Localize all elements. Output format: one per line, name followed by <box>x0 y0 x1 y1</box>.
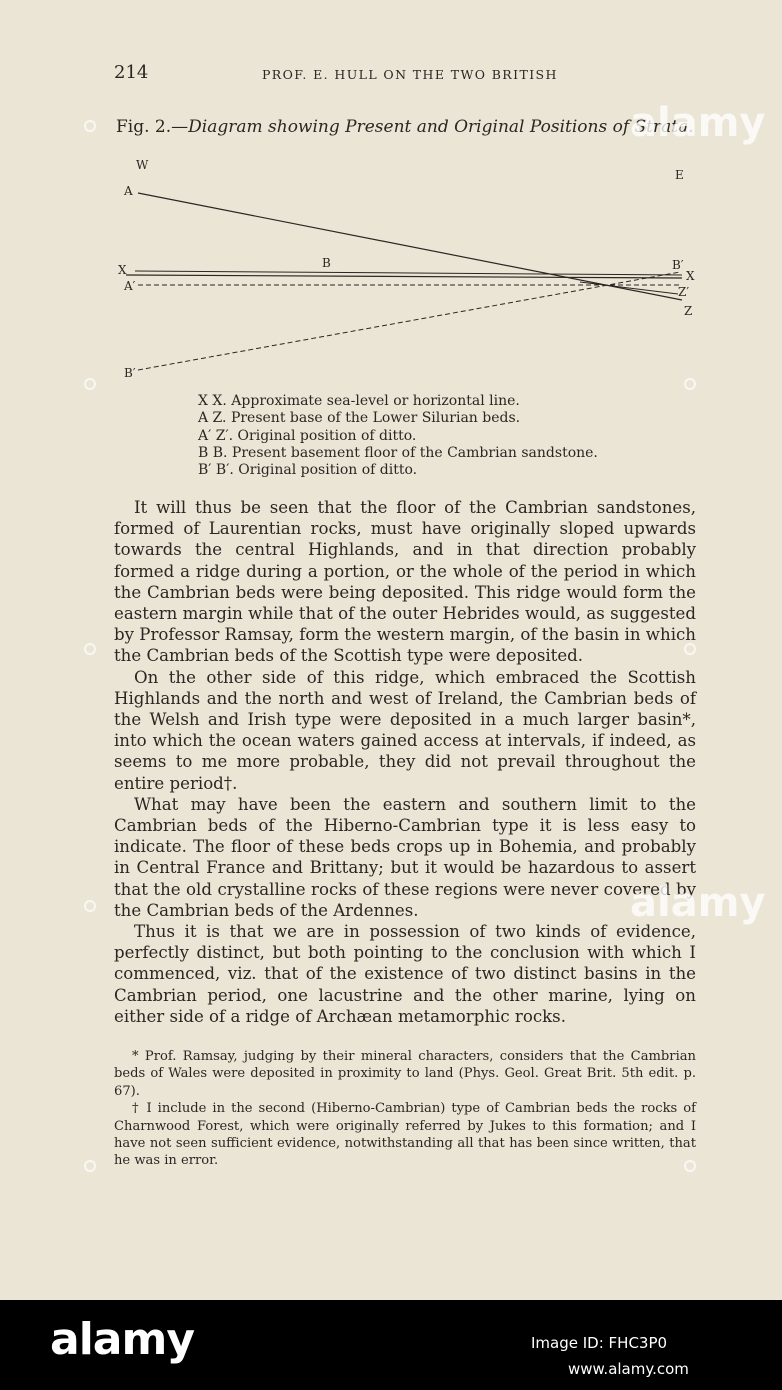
watermark-dot <box>84 120 96 132</box>
paragraph: On the other side of this ridge, which embraced the Scottish Highlands and the north and west of Ireland, the Cambrian beds of the Welsh and Irish type were deposited in a much larger basin*, into which the ocean waters gained access at intervals, if indeed, as seems to me more probable, they did not prevail throughout the entire period†. <box>114 667 696 793</box>
image-id: Image ID: FHC3P0 <box>531 1334 668 1352</box>
label-b-prime-left: B′ <box>124 366 136 380</box>
body-text <box>114 497 696 1027</box>
label-z-prime: Z′ <box>678 285 690 299</box>
label-x-right: X <box>686 269 695 283</box>
paragraph: It will thus be seen that the floor of the Cambrian sandstones, formed of Laurentian rocks, must have originally sloped upwards towards the central Highlands, and in that direction probably formed a ridge during a portion, or the whole of the period in which the Cambrian beds were being deposited. This ridge would form the eastern margin while that of the outer Hebrides would, as suggested by Professor Ramsay, form the western margin, of the basin in which the Cambrian beds of the Scottish type were deposited. <box>114 498 696 666</box>
line-z-prime-junction <box>580 282 678 294</box>
footnote: * Prof. Ramsay, judging by their mineral characters, considers that the Cambrian beds of Wales were deposited in proximity to land (Phys. Geol. Great Brit. 5th edit. p. 67). <box>114 1049 696 1099</box>
figure-label: Fig. 2.— <box>116 117 189 137</box>
line-bb <box>135 271 682 275</box>
page-number: 214 <box>114 62 149 83</box>
image-id-value: FHC3P0 <box>608 1334 668 1352</box>
label-a: A <box>124 184 133 198</box>
label-w: W <box>136 158 149 172</box>
watermark-dot <box>84 900 96 912</box>
watermark-dot <box>84 378 96 390</box>
stock-footer <box>0 1300 782 1390</box>
legend-item: X X. Approximate sea-level or horizontal line. <box>198 393 520 409</box>
legend-item: A′ Z′. Original position of ditto. <box>198 427 417 444</box>
figure-caption <box>116 117 694 137</box>
label-a-prime: A′ <box>124 279 136 293</box>
label-b-prime-right: B′ <box>672 258 684 272</box>
watermark-dot <box>684 378 696 390</box>
running-title: PROF. E. HULL ON THE TWO BRITISH <box>262 67 558 82</box>
figure-legend <box>198 393 598 479</box>
alamy-logo: alamy <box>50 1314 194 1365</box>
figure-caption-text: Diagram showing Present and Original Positions of Strata. <box>188 117 694 137</box>
diagram-lines <box>110 150 710 380</box>
paragraph: What may have been the eastern and southern limit to the Cambrian beds of the Hiberno-Cambrian type it is less easy to indicate. The floor of these beds crops up in Bohemia, and probably in Central France and Brittany; but it would be hazardous to assert that the old crystalline rocks of these regions were never covered by the Cambrian beds of the Ardennes. <box>114 794 696 920</box>
legend-item: A Z. Present base of the Lower Silurian beds. <box>198 410 521 427</box>
paragraph: Thus it is that we are in possession of two kinds of evidence, perfectly distinct, but both pointing to the conclusion with which I commenced, viz. that of the existence of two distinct basins in the Cambrian period, one lacustrine and the other marine, lying on either side of a ridge of Archæan metamorphic rocks. <box>114 922 696 1026</box>
legend-item: B′ B′. Original position of ditto. <box>198 462 418 479</box>
line-b-prime-b-prime <box>138 272 680 370</box>
site-url: www.alamy.com <box>568 1360 689 1378</box>
label-e: E <box>675 168 684 182</box>
watermark-logo: alamy <box>630 880 766 926</box>
line-xx <box>126 275 682 278</box>
label-z: Z <box>684 304 693 318</box>
watermark-dot <box>684 1160 696 1172</box>
line-az <box>138 193 682 300</box>
label-b: B <box>322 256 331 270</box>
watermark-dot <box>684 643 696 655</box>
watermark-dot <box>84 643 96 655</box>
legend-item: B B. Present basement floor of the Cambrian sandstone. <box>198 444 598 461</box>
strata-diagram <box>110 150 710 380</box>
watermark-dot <box>84 1160 96 1172</box>
label-x-left: X <box>118 263 127 277</box>
watermark-logo: alamy <box>630 100 766 146</box>
footnotes <box>114 1048 696 1170</box>
footnote: † I include in the second (Hiberno-Cambrian) type of Cambrian beds the rocks of Charnwood Forest, which were originally referred by Jukes to this formation; and I have not seen sufficient evidence, notwithstanding all that has been since written, that he was in error. <box>114 1101 696 1169</box>
